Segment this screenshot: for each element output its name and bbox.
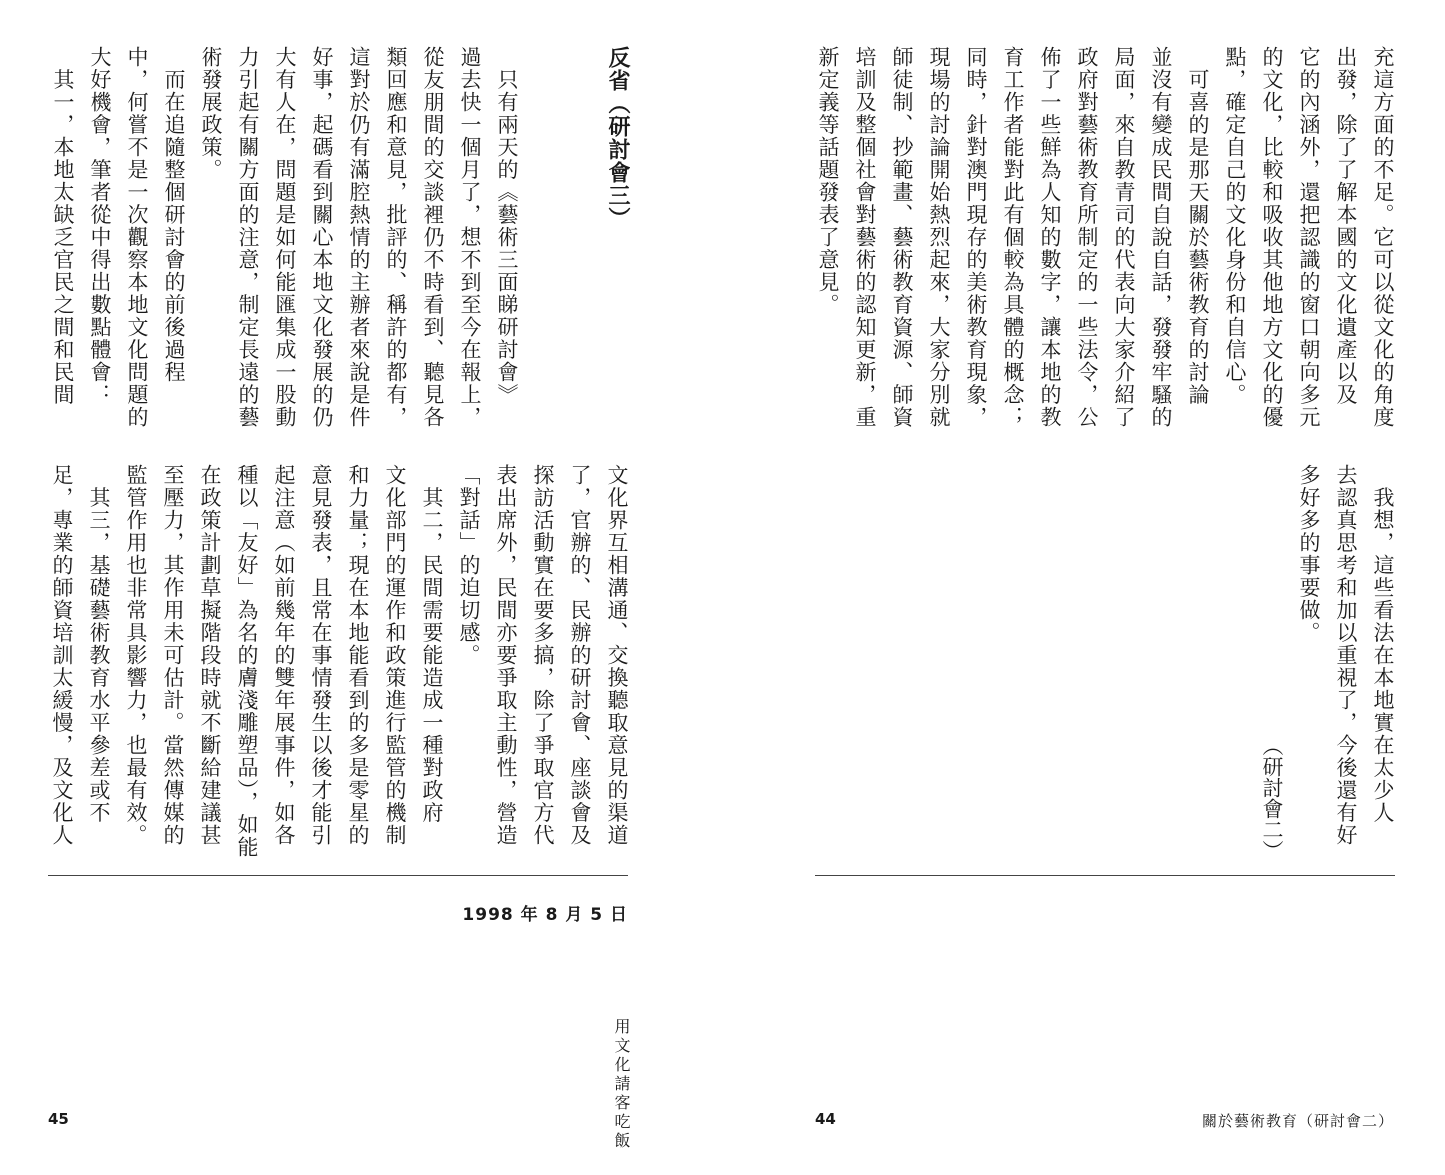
running-head: 用文化請客吃飯 xyxy=(612,1018,631,1151)
text-column: 好事，起碼看到關心本地文化發展的仍 xyxy=(310,46,334,429)
divider xyxy=(815,875,1395,876)
page-number: 44 xyxy=(815,1110,836,1128)
text-column: 意見發表，且常在事情發生以後才能引 xyxy=(309,464,333,847)
text-column: 可喜的是那天關於藝術教育的討論 xyxy=(1186,46,1210,406)
text-column: 至壓力，其作用未可估計。當然傳媒的 xyxy=(161,464,185,847)
text-column: 它的內涵外，還把認識的窗口朝向多元 xyxy=(1297,46,1321,429)
text-column: 同時，針對澳門現存的美術教育現象， xyxy=(964,46,988,429)
text-column: 培訓及整個社會對藝術的認知更新，重 xyxy=(853,46,877,429)
text-column: 多好多的事要做。 xyxy=(1297,464,1321,644)
text-column: 這對於仍有滿腔熱情的主辦者來說是件 xyxy=(347,46,371,429)
text-column: 文化界互相溝通、交換聽取意見的渠道 xyxy=(605,464,629,847)
text-column: 探訪活動實在要多搞，除了爭取官方代 xyxy=(531,464,555,847)
text-column: 力引起有關方面的注意，制定長遠的藝 xyxy=(236,46,260,429)
article-title: 反省（研討會三） xyxy=(605,46,630,230)
text-column: 起注意（如前幾年的雙年展事件，如各 xyxy=(272,464,296,847)
text-column: 過去快一個月了，想不到至今在報上， xyxy=(458,46,482,429)
text-column: 去認真思考和加以重視了，今後還有好 xyxy=(1334,464,1358,847)
text-column: 並沒有變成民間自說自話，發發牢騷的 xyxy=(1149,46,1173,429)
text-column: 和力量；現在本地能看到的多是零星的 xyxy=(346,464,370,847)
text-column: 文化部門的運作和政策進行監管的機制 xyxy=(383,464,407,847)
text-column: 政府對藝術教育所制定的一些法令，公 xyxy=(1075,46,1099,429)
footer-chapter-title: 關於藝術教育（研討會二） xyxy=(1201,1112,1394,1130)
text-column: 監管作用也非常具影響力，也最有效。 xyxy=(124,464,148,847)
text-column: 術發展政策。 xyxy=(199,46,223,181)
text-column: 新定義等話題發表了意見。 xyxy=(816,46,840,316)
text-column: 中，何嘗不是一次觀察本地文化問題的 xyxy=(125,46,149,429)
divider xyxy=(48,875,628,876)
text-column: 大有人在，問題是如何能匯集成一股動 xyxy=(273,46,297,429)
text-column: 從友朋間的交談裡仍不時看到、聽見各 xyxy=(421,46,445,429)
text-column: 佈了一些鮮為人知的數字，讓本地的教 xyxy=(1038,46,1062,429)
text-column: 只有兩天的《藝術三面睇研討會》 xyxy=(495,46,519,406)
text-column: 局面，來自教青司的代表向大家介紹了 xyxy=(1112,46,1136,429)
signoff-label: （研討會二） xyxy=(1260,735,1284,861)
text-column: 師徒制、抄範畫、藝術教育資源、師資 xyxy=(890,46,914,429)
page-number: 45 xyxy=(48,1110,69,1128)
text-column: 我想，這些看法在本地實在太少人 xyxy=(1371,464,1395,824)
right-page xyxy=(722,0,1444,1175)
text-column: 在政策計劃草擬階段時就不斷給建議甚 xyxy=(198,464,222,847)
article-date: 1998 年 8 月 5 日 xyxy=(462,905,628,925)
text-column: 種以「友好」為名的膚淺雕塑品），如能 xyxy=(235,464,259,859)
text-column: 而在追隨整個研討會的前後過程 xyxy=(162,46,186,384)
text-column: 足，專業的師資培訓太緩慢，及文化人 xyxy=(50,464,74,847)
text-column: 現場的討論開始熱烈起來，大家分別就 xyxy=(927,46,951,429)
text-column: 了，官辦的、民辦的研討會、座談會及 xyxy=(568,464,592,847)
text-column: 育工作者能對此有個較為具體的概念； xyxy=(1001,46,1025,429)
text-column: 充這方面的不足。它可以從文化的角度 xyxy=(1371,46,1395,429)
text-column: 類回應和意見，批評的、稱許的都有， xyxy=(384,46,408,429)
text-column: 其一，本地太缺乏官民之間和民間 xyxy=(51,46,75,406)
text-column: 點，確定自己的文化身份和自信心。 xyxy=(1223,46,1247,406)
text-column: 大好機會，筆者從中得出數點體會： xyxy=(88,46,112,406)
text-column: 出發，除了了解本國的文化遺產以及 xyxy=(1334,46,1358,406)
left-page xyxy=(0,0,722,1175)
text-column: 的文化，比較和吸收其他地方文化的優 xyxy=(1260,46,1284,429)
text-column: 表出席外，民間亦要爭取主動性，營造 xyxy=(494,464,518,847)
text-column: 其二，民間需要能造成一種對政府 xyxy=(420,464,444,824)
text-column: 「對話」的迫切感。 xyxy=(457,464,481,667)
text-column: 其三，基礎藝術教育水平參差或不 xyxy=(87,464,111,824)
